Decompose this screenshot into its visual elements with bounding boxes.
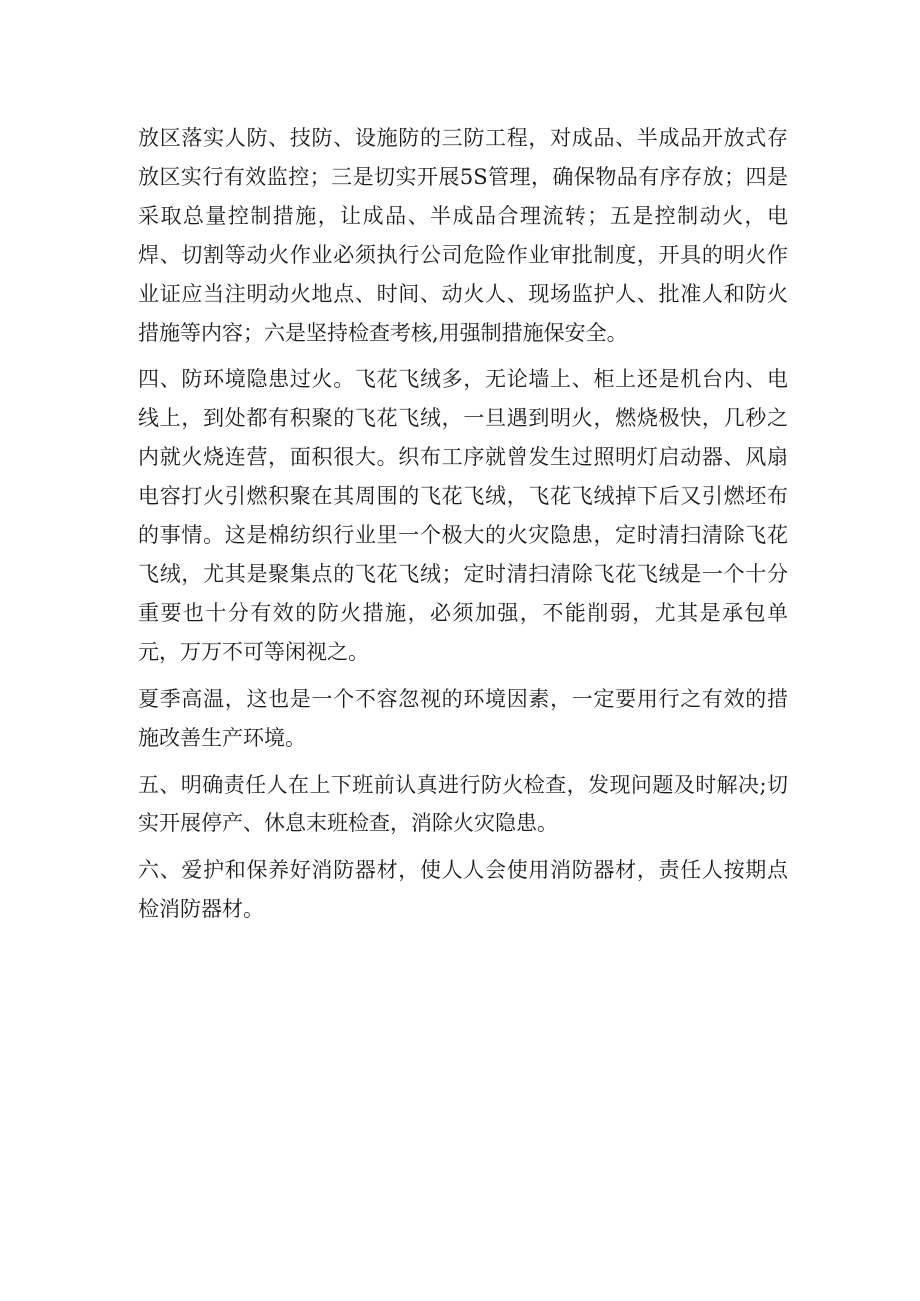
paragraph-summer-heat: 夏季高温，这也是一个不容忽视的环境因素，一定要用行之有效的措施改善生产环境。 <box>138 686 788 750</box>
paragraph-responsible-person-checks: 五、明确责任人在上下班前认真进行防火检查，发现问题及时解决;切实开展停产、休息末班检查，消除火灾隐患。 <box>138 772 788 836</box>
paragraph-fire-equipment: 六、爱护和保养好消防器材，使人人会使用消防器材，责任人按期点检消防器材。 <box>138 858 788 922</box>
paragraph-environmental-hazards: 四、防环境隐患过火。飞花飞绒多，无论墙上、柜上还是机台内、电线上，到处都有积聚的飞花飞绒，一旦遇到明火，燃烧极快，几秒之内就火烧连营，面积很大。织布工序就曾发生过照明灯启动器、风扇电容打火引燃积聚在其周围的飞花飞绒，飞花飞绒掉下后又引燃坯布的事情。这是棉纺织行业里一个极大的火灾隐患，定时清扫清除飞花飞绒，尤其是聚集点的飞花飞绒；定时清扫清除飞花飞绒是一个十分重要也十分有效的防火措施，必须加强，不能削弱，尤其是承包单元，万万不可等闲视之。 <box>138 367 788 664</box>
document-body <box>138 119 788 929</box>
paragraph-fire-control-measures: 放区落实人防、技防、设施防的三防工程，对成品、半成品开放式存放区实行有效监控；三是切实开展5S管理，确保物品有序存放；四是采取总量控制措施，让成品、半成品合理流转；五是控制动火，电焊、切割等动火作业必须执行公司危险作业审批制度，开具的明火作业证应当注明动火地点、时间、动火人、现场监护人、批准人和防火措施等内容；六是坚持检查考核,用强制措施保安全。 <box>138 126 788 345</box>
